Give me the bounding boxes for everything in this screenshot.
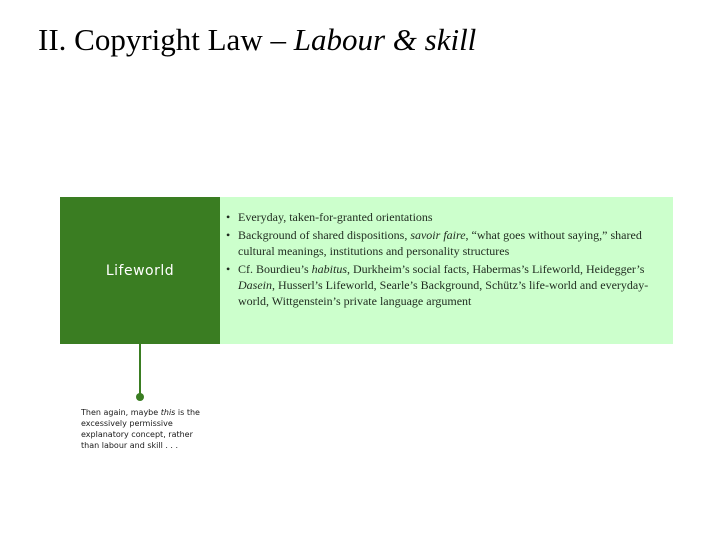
note-text: Then again, maybe — [81, 408, 161, 417]
bullet-text: Everyday, taken-for-granted orientations — [238, 210, 433, 224]
side-note — [81, 407, 206, 451]
bullet-item — [226, 261, 663, 309]
lifeworld-box — [60, 197, 220, 344]
lifeworld-label: Lifeworld — [105, 262, 175, 279]
bullet-item — [226, 227, 663, 259]
bullet-emphasis: savoir faire — [410, 228, 466, 242]
connector-dot — [136, 393, 144, 401]
bullet-list — [226, 209, 663, 309]
bullet-text: , Durkheim’s social facts, Habermas’s Lifeworld, Heidegger’s — [347, 262, 645, 276]
bullet-box — [220, 197, 673, 344]
bullet-text: , “what goes without saying,” shared cultural meanings, institutions and personality structures — [238, 228, 642, 258]
bullet-item — [226, 209, 663, 225]
slide-title — [38, 22, 476, 58]
bullet-text: Background of shared dispositions, — [238, 228, 411, 242]
note-emphasis: this — [160, 408, 176, 417]
title-emphasis: Labour & skill — [293, 22, 477, 57]
bullet-text: , Husserl’s Lifeworld, Searle’s Background, Schütz’s life-world and everyday-world, Wittgenstein’s private language argument — [238, 278, 649, 308]
bullet-text: Cf. Bourdieu’s — [238, 262, 312, 276]
note-text: is the excessively permissive explanatory concept, rather than labour and skill . . . — [81, 408, 200, 450]
bullet-emphasis: Dasein — [238, 278, 272, 292]
title-main: II. Copyright Law – — [38, 22, 294, 57]
bullet-emphasis: habitus — [311, 262, 348, 276]
connector-line — [139, 344, 141, 397]
